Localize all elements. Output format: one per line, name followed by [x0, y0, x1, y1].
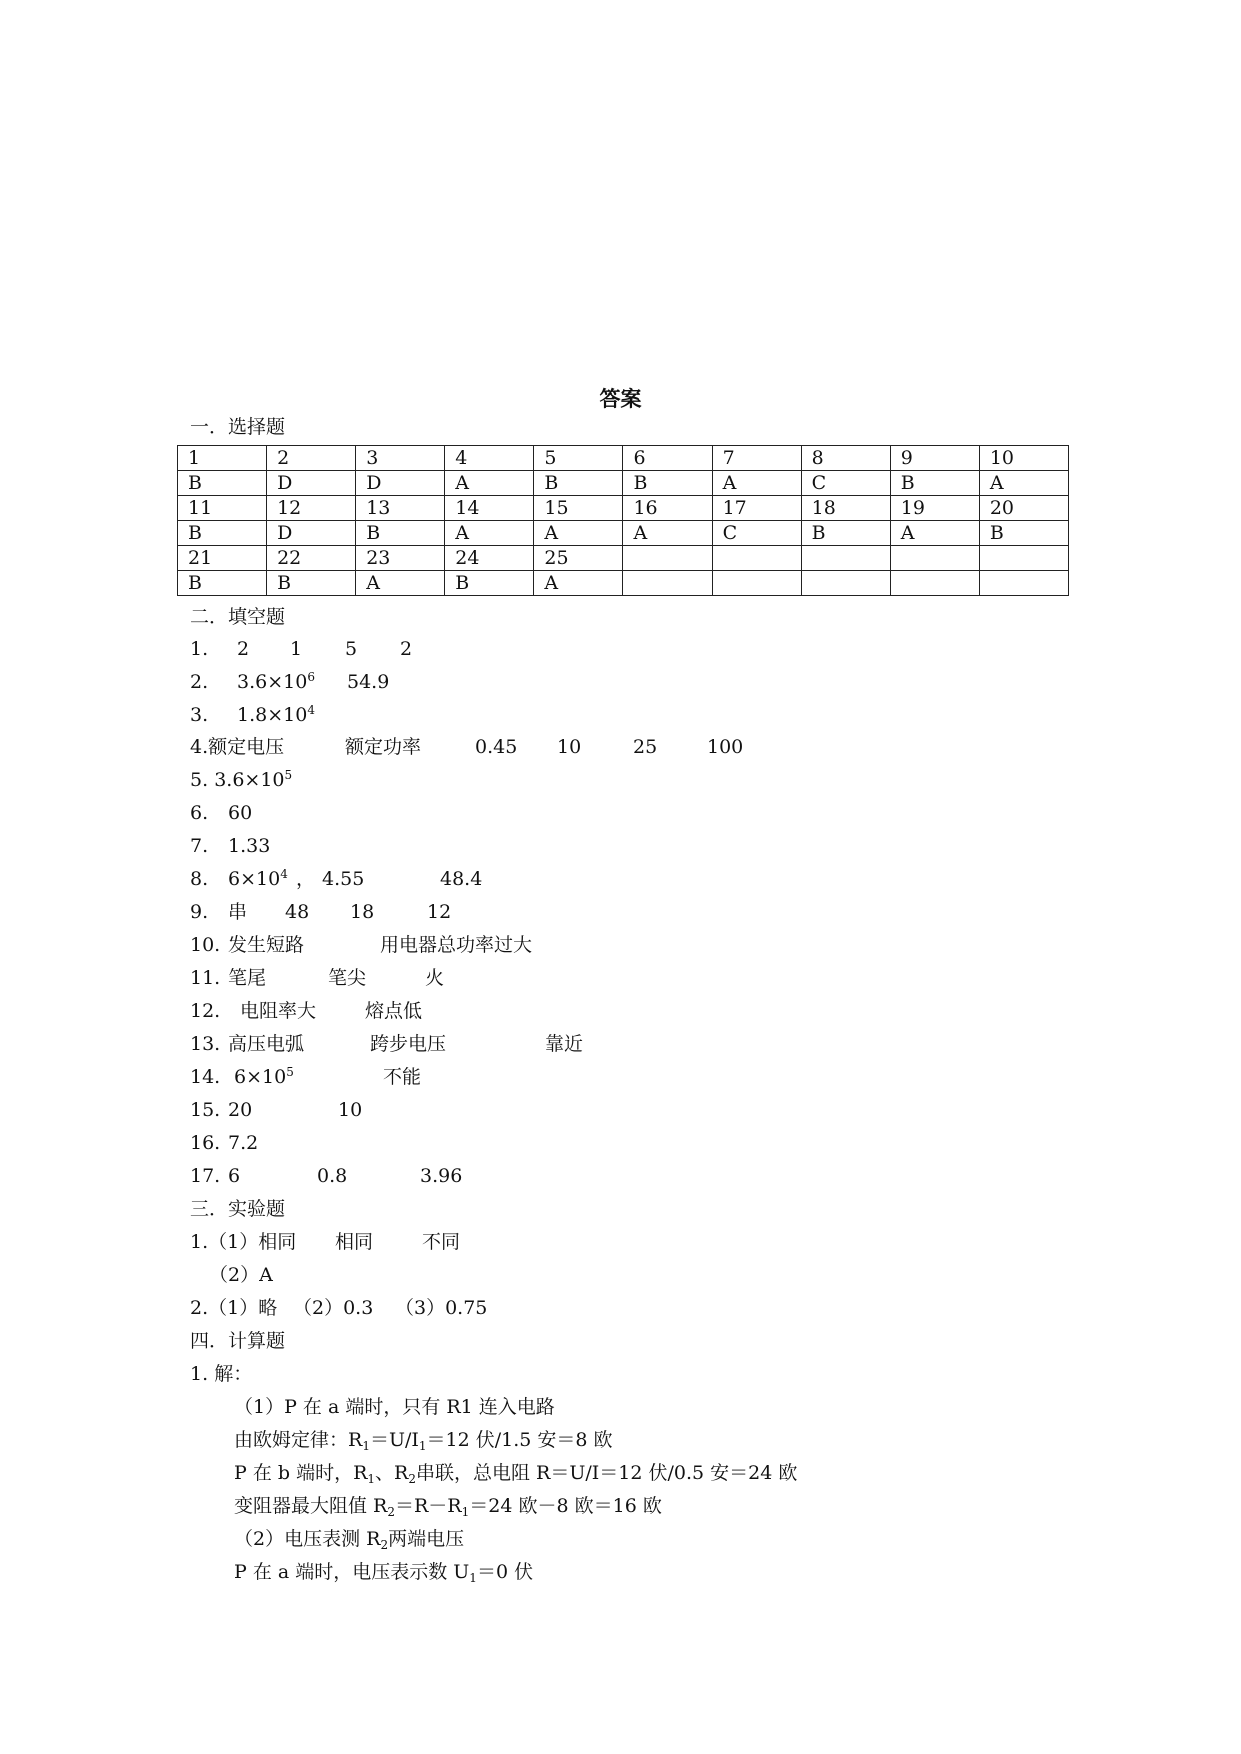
answer-cell: B	[356, 521, 445, 546]
question-number-cell	[979, 546, 1068, 571]
question-number-cell	[801, 546, 890, 571]
answer-cell: A	[712, 471, 801, 496]
calc-line-4: 变阻器最大阻值 $R_2=R-R_1=24$ 欧－8 欧＝16 欧	[234, 1495, 662, 1519]
answer-cell: C	[712, 521, 801, 546]
page-title: 答案	[599, 387, 642, 411]
answer-cell: B	[267, 571, 356, 596]
question-number-cell: 23	[356, 546, 445, 571]
answer-cell	[890, 571, 979, 596]
answer-cell	[979, 571, 1068, 596]
question-number-cell: 21	[178, 546, 267, 571]
question-number-cell: 25	[534, 546, 623, 571]
question-number-cell: 11	[178, 496, 267, 521]
answer-row	[178, 521, 1069, 546]
fill-item-5: 5. $3.6\times 10^5$	[190, 768, 293, 791]
fill-item-1: 1. 2 1 5 2	[190, 638, 413, 660]
question-number-cell: 12	[267, 496, 356, 521]
answer-cell	[712, 571, 801, 596]
question-number-cell: 18	[801, 496, 890, 521]
calc-line-5: （2）电压表测 $R_2$两端电压	[234, 1528, 465, 1552]
question-number-cell: 7	[712, 446, 801, 471]
fill-item-17: 17. 6 0.8 3.96	[190, 1165, 463, 1187]
question-number-cell: 1	[178, 446, 267, 471]
question-number-cell: 3	[356, 446, 445, 471]
question-number-cell: 5	[534, 446, 623, 471]
fill-item-3: 3. $1.8\times 10^4$	[190, 703, 315, 726]
question-number-cell: 9	[890, 446, 979, 471]
answer-cell: B	[178, 471, 267, 496]
answer-cell: D	[356, 471, 445, 496]
answer-cell	[801, 571, 890, 596]
answer-cell: B	[178, 521, 267, 546]
answer-cell: D	[267, 521, 356, 546]
question-number-cell: 13	[356, 496, 445, 521]
question-number-row	[178, 446, 1069, 471]
experiment-1: 1.（1）相同 相同 不同	[190, 1231, 461, 1253]
question-number-cell: 10	[979, 446, 1068, 471]
calc-line-6: P 在 a 端时，电压表示数 $U_1=0$ 伏	[234, 1561, 534, 1585]
question-number-cell: 14	[445, 496, 534, 521]
section2-heading: 二．填空题	[190, 606, 286, 628]
answer-cell: A	[623, 521, 712, 546]
answer-cell: B	[801, 521, 890, 546]
question-number-cell: 16	[623, 496, 712, 521]
answer-cell: C	[801, 471, 890, 496]
fill-item-2: 2. $3.6\times 10^6$ 54.9	[190, 670, 390, 693]
fill-item-14: 14. $6\times 10^5$ 不能	[190, 1065, 422, 1088]
section1-heading: 一．选择题	[190, 416, 286, 438]
question-number-row	[178, 496, 1069, 521]
question-number-cell: 6	[623, 446, 712, 471]
answer-cell: B	[623, 471, 712, 496]
calc-line-1: （1）P 在 a 端时，只有 R1 连入电路	[234, 1396, 555, 1418]
fill-item-12: 12. 电阻率大 熔点低	[190, 1000, 423, 1022]
answer-cell: B	[445, 571, 534, 596]
answer-cell: A	[979, 471, 1068, 496]
fill-item-9: 9. 串 48 18 12	[190, 901, 452, 923]
question-number-row	[178, 546, 1069, 571]
question-number-cell: 2	[267, 446, 356, 471]
question-number-cell: 4	[445, 446, 534, 471]
section3-heading: 三．实验题	[190, 1198, 286, 1220]
fill-item-8: 8. $6\times 10^4$ ， 4.55 48.4	[190, 867, 483, 890]
question-number-cell	[623, 546, 712, 571]
experiment-2: 2.（1）略 （2）0.3 （3）0.75	[190, 1297, 488, 1319]
question-number-cell: 8	[801, 446, 890, 471]
fill-item-10: 10. 发生短路 用电器总功率过大	[190, 934, 533, 956]
question-number-cell: 15	[534, 496, 623, 521]
section4-heading: 四．计算题	[190, 1330, 286, 1352]
answer-cell	[623, 571, 712, 596]
answer-row	[178, 471, 1069, 496]
question-number-cell: 19	[890, 496, 979, 521]
answer-cell: A	[534, 521, 623, 546]
experiment-1-part-2: （2）A	[209, 1264, 273, 1286]
answer-cell: B	[534, 471, 623, 496]
fill-item-6: 6. 60	[190, 802, 253, 824]
answer-row	[178, 571, 1069, 596]
question-number-cell: 24	[445, 546, 534, 571]
question-number-cell	[890, 546, 979, 571]
calc-1-label: 1. 解：	[190, 1363, 253, 1385]
answer-cell: A	[890, 521, 979, 546]
answer-cell: B	[979, 521, 1068, 546]
answer-cell: B	[178, 571, 267, 596]
question-number-cell	[712, 546, 801, 571]
question-number-cell: 22	[267, 546, 356, 571]
answer-cell: D	[267, 471, 356, 496]
fill-item-4: 4.额定电压 额定功率 0.45 10 25 100	[190, 736, 744, 758]
answer-cell: A	[445, 471, 534, 496]
question-number-cell: 20	[979, 496, 1068, 521]
fill-item-11: 11. 笔尾 笔尖 火	[190, 967, 445, 989]
fill-item-13: 13. 高压电弧 跨步电压 靠近	[190, 1033, 584, 1055]
calc-line-3: P 在 b 端时，$R_1$、$R_2$串联，总电阻 R＝U/I＝12 伏/0.5 安＝24 欧	[234, 1462, 798, 1486]
calc-line-2: 由欧姆定律：$R_1=U/I_1=12$ 伏/1.5 安＝8 欧	[234, 1429, 613, 1453]
answer-cell: A	[356, 571, 445, 596]
answer-cell: A	[445, 521, 534, 546]
fill-item-16: 16. 7.2	[190, 1132, 259, 1154]
answer-table	[177, 445, 1069, 596]
answer-cell: A	[534, 571, 623, 596]
question-number-cell: 17	[712, 496, 801, 521]
fill-item-7: 7. 1.33	[190, 835, 271, 857]
fill-item-15: 15. 20 10	[190, 1099, 363, 1121]
answer-cell: B	[890, 471, 979, 496]
